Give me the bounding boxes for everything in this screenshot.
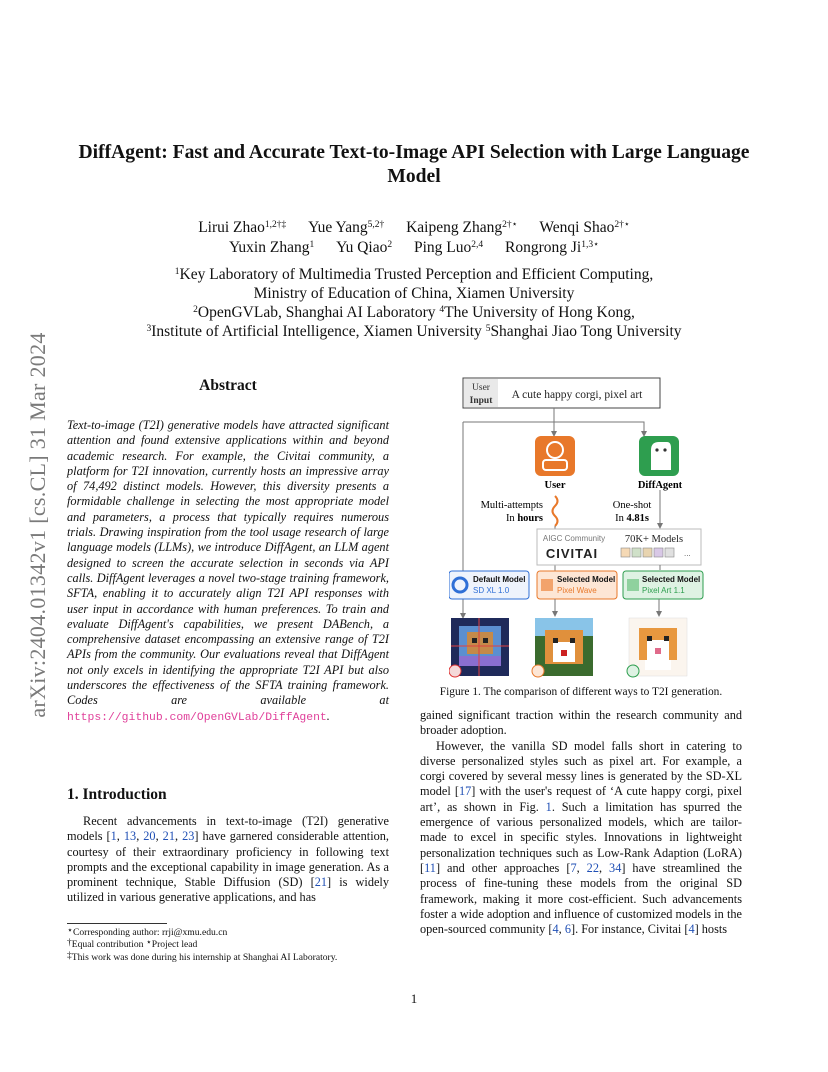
citation[interactable]: 11 bbox=[424, 860, 436, 875]
models-count: 70K+ Models bbox=[624, 534, 684, 545]
author: Yuxin Zhang$^1$ bbox=[228, 239, 315, 256]
citation[interactable]: 22 bbox=[586, 860, 599, 875]
footnotes bbox=[67, 927, 389, 964]
affiliation-2-4: $^2$OpenGVLab, Shanghai AI Laboratory $^4$The University of Hong Kong, bbox=[193, 304, 635, 321]
pixel-art-icon bbox=[627, 579, 639, 591]
multi-attempts-text: Multi-attempts bbox=[480, 500, 543, 511]
affiliation-1b: Ministry of Education of China, Xiamen University bbox=[253, 285, 575, 302]
in-hours-text: In hours bbox=[505, 513, 543, 524]
authors-row-2 bbox=[60, 238, 768, 257]
citation[interactable]: 6 bbox=[564, 922, 571, 937]
footnote: ⋆Corresponding author: rrji@xmu.edu.cn bbox=[67, 926, 228, 938]
models-ellipsis: ... bbox=[684, 549, 691, 558]
figure-diagram bbox=[449, 376, 709, 684]
section-heading: 1. Introduction bbox=[67, 786, 167, 803]
diffagent-label: DiffAgent bbox=[637, 480, 683, 491]
authors-row-1 bbox=[60, 218, 768, 237]
citation[interactable]: 7 bbox=[570, 860, 577, 875]
affiliation-1: $^1$Key Laboratory of Multimedia Trusted Perception and Efficient Computing, bbox=[174, 266, 654, 283]
paper-title: DiffAgent: Fast and Accurate Text-to-Image API Selection with Large Language Model bbox=[78, 142, 750, 187]
affiliation-3-5: $^3$Institute of Artificial Intelligence, Xiamen University $^5$Shanghai Jiao Tong University bbox=[146, 323, 682, 340]
sad-face-icon bbox=[449, 665, 461, 677]
right-column-text bbox=[420, 708, 742, 937]
civitai-logo: CIVITAI bbox=[545, 546, 599, 561]
figure-caption: Figure 1. The comparison of different ways to T2I generation. bbox=[439, 686, 723, 698]
citation[interactable]: 17 bbox=[458, 784, 472, 799]
prompt-text: A cute happy corgi, pixel art bbox=[511, 389, 643, 401]
intro-paragraph: Recent advancements in text-to-image (T2I) generative models [1, 13, 20, 21, 23] have garnered considerable attention, courtesy of their extraordinary proficiency in following text prompts and the exceptional capability in image generation. As a prominent technique, Stable Diffusion (SD) [21] is widely utilized in various generative applications, and has bbox=[67, 814, 389, 905]
citation[interactable]: 21 bbox=[162, 829, 175, 844]
selected-model-title: Selected Model bbox=[642, 575, 701, 584]
author: Yu Qiao$^2$ bbox=[336, 239, 393, 256]
arxiv-id: arXiv:2404.01342v1 [cs.CL] 31 Mar 2024 bbox=[25, 332, 50, 718]
citation[interactable]: 13 bbox=[123, 829, 137, 844]
citation[interactable]: 21 bbox=[314, 875, 327, 890]
user-label: User bbox=[544, 480, 566, 491]
happy-face-icon bbox=[627, 665, 639, 677]
author: Lirui Zhao$^{1,2\dagger\ddagger}$ bbox=[198, 219, 287, 236]
pixel-wave-icon bbox=[541, 579, 553, 591]
squiggle-arrow bbox=[553, 496, 558, 526]
author: Yue Yang$^{5,2\dagger}$ bbox=[308, 219, 385, 236]
user-input-label-2: Input bbox=[469, 396, 493, 406]
selected-model-name: Pixel Wave bbox=[557, 586, 597, 595]
paragraph: gained significant traction within the research community and broader adoption. bbox=[420, 708, 742, 738]
page-number: 1 bbox=[410, 991, 418, 1006]
aigc-community-label: AIGC Community bbox=[542, 534, 606, 543]
author: Wenqi Shao$^{2\dagger⋆}$ bbox=[539, 219, 630, 236]
default-model-name: SD XL 1.0 bbox=[473, 586, 510, 595]
abstract-body: Text-to-image (T2I) generative models have attracted significant attention and found extensive applications within and beyond academic research. For example, the Civitai community, a platform for T2I innovation, currently hosts an impressive array of 74,492 distinct models. However, this diversity presents a formidable challenge in selecting the most appropriate model and parameters, a process that typically requires numerous trials. Drawing inspiration from the tool usage research of large language models (LLMs), we introduce DiffAgent, an LLM agent designed to screen the accurate selection in seconds via API calls. DiffAgent leverages a novel two-stage training framework, SFTA, enabling it to accurately align T2I API responses with user input in accordance with human preferences. To train and evaluate DiffAgent's capabilities, we present DABench, a comprehensive dataset encompassing an extensive range of T2I APIs from the community. Our evaluations reveal that DiffAgent not only excels in identifying the appropriate T2I API but also underscores the effectiveness of the SFTA training framework. Codes are available at https://github.com/OpenGVLab/DiffAgent. bbox=[67, 418, 389, 724]
citation[interactable]: 20 bbox=[143, 829, 156, 844]
output-image-user bbox=[535, 618, 593, 676]
footnote: †Equal contribution ⋆Project lead bbox=[67, 938, 198, 951]
code-link[interactable]: https://github.com/OpenGVLab/DiffAgent bbox=[67, 711, 327, 724]
arxiv-stamp bbox=[13, 290, 63, 760]
selected-model-title: Selected Model bbox=[557, 575, 616, 584]
in-time-text: In 4.81s bbox=[615, 513, 649, 524]
citation[interactable]: 23 bbox=[182, 829, 195, 844]
citation[interactable]: 4 bbox=[688, 922, 695, 937]
citation[interactable]: 34 bbox=[609, 860, 622, 875]
figure-1 bbox=[449, 376, 709, 684]
citation[interactable]: 4 bbox=[552, 922, 559, 937]
figure-ref[interactable]: 1 bbox=[545, 799, 552, 814]
one-shot-text: One-shot bbox=[612, 500, 652, 511]
user-input-label: User bbox=[472, 383, 490, 393]
footnote: ‡This work was done during his internship at Shanghai AI Laboratory. bbox=[67, 950, 338, 963]
author: Kaipeng Zhang$^{2\dagger⋆}$ bbox=[406, 219, 518, 236]
default-model-title: Default Model bbox=[473, 575, 526, 584]
abstract-heading: Abstract bbox=[199, 377, 257, 394]
neutral-face-icon bbox=[532, 665, 544, 677]
author: Ping Luo$^{2,4}$ bbox=[413, 239, 484, 256]
paragraph: However, the vanilla SD model falls short in catering to diverse personalized styles such as pixel art. For example, a corgi covered by several messy lines is generated by the SD-XL model [17] with the user's request of ‘A cute happy corgi, pixel art’, as shown in Fig. 1. Such a limitation has spurred the emergence of various personalized models, which are tailor-made to excel in specific styles. Innovations in lightweight personalization techniques such as Low-Rank Adaption (LoRA) [11] and other approaches [7, 22, 34] have streamlined the process of fine-tuning these models from the original SD framework, making it more cost-efficient. Such advancements foster a wide adoption and influence of customized models in the open-sourced community [4, 6]. For instance, Civitai [4] hosts bbox=[420, 738, 743, 937]
footnote-rule bbox=[67, 923, 167, 924]
author: Rongrong $Ji^{1,3⋆}$ bbox=[504, 239, 600, 256]
selected-model-name: Pixel Art 1.1 bbox=[642, 586, 685, 595]
citation[interactable]: 1 bbox=[110, 829, 117, 844]
